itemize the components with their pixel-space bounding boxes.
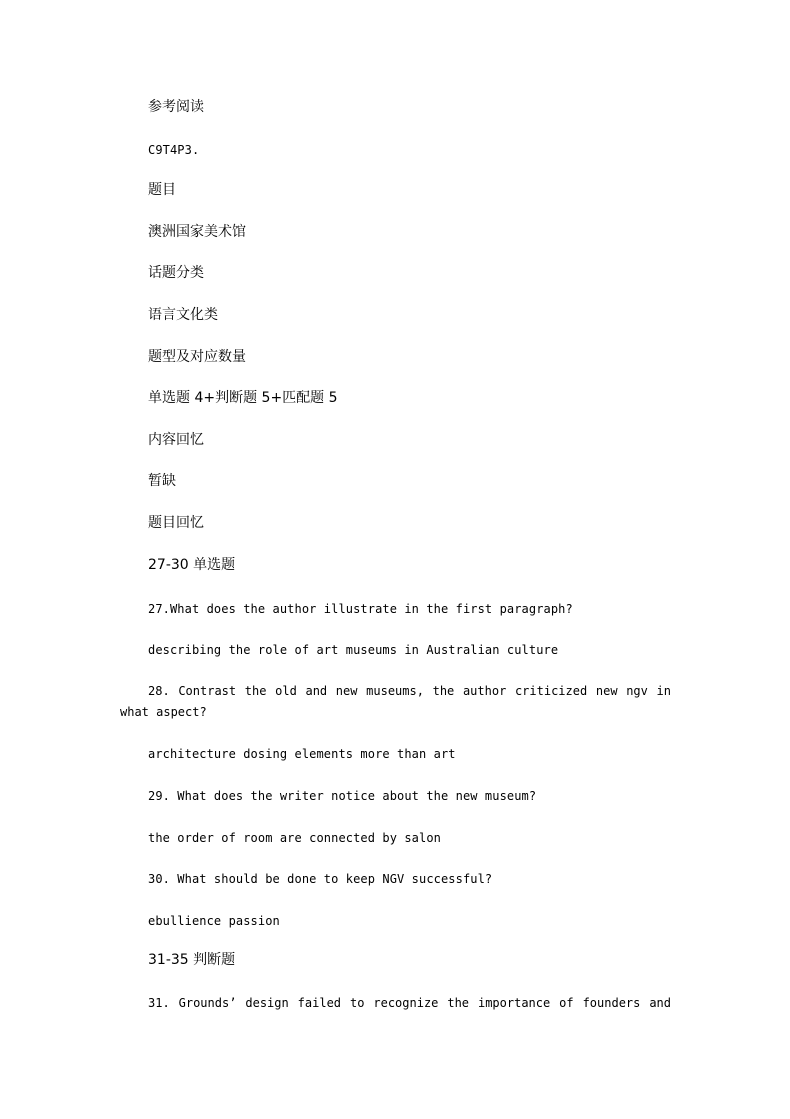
topic-label: 话题分类 [148,265,204,281]
content-label: 内容回忆 [148,432,204,448]
question-29: 29. What does the writer notice about the new museum? [148,789,537,803]
section-heading-true-false: 31-35 判断题 [148,952,236,968]
topic-value: 语言文化类 [148,307,218,323]
answer-29: the order of room are connected by salon [148,831,441,845]
answer-27: describing the role of art museums in Australian culture [148,643,559,657]
passage-code: C9T4P3. [148,143,200,157]
question-types-value: 单选题 4+判断题 5+匹配题 5 [148,390,338,406]
content-value: 暂缺 [148,473,176,489]
answer-30: ebullience passion [148,914,280,928]
question-27: 27.What does the author illustrate in the first paragraph? [148,602,573,616]
question-types-label: 题型及对应数量 [148,349,246,365]
section-heading-mcq: 27-30 单选题 [148,557,236,573]
questions-label: 题目回忆 [148,515,204,531]
question-31: 31. Grounds’ design failed to recognize the importance of founders and [148,996,671,1010]
answer-28: architecture dosing elements more than art [148,747,456,761]
title-value: 澳洲国家美术馆 [148,224,246,240]
title-label: 题目 [148,182,176,198]
question-30: 30. What should be done to keep NGV successful? [148,872,493,886]
heading: 参考阅读 [148,99,204,115]
question-28: 28. Contrast the old and new museums, the author criticized new ngv in what aspect? [120,684,671,719]
